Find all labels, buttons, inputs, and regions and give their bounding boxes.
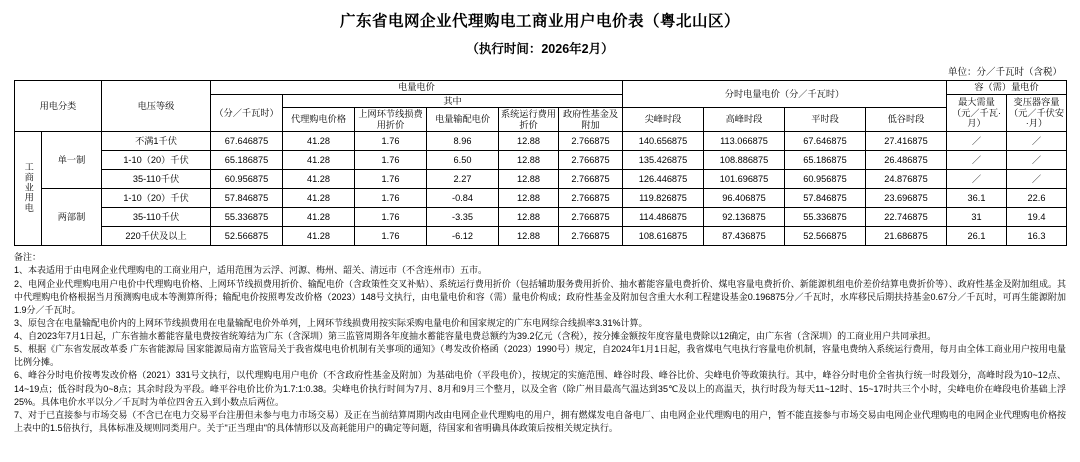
- cell-transformer-capacity: ／: [1007, 132, 1067, 151]
- cell-peak: 113.066875: [704, 132, 785, 151]
- cell-peak: 92.136875: [704, 208, 785, 227]
- cell-flat: 67.646875: [785, 132, 866, 151]
- cell-grid-loss: 1.76: [355, 151, 427, 170]
- note-item: 3、原包含在电量输配电价内的上网环节线损费用在电量输配电价外单列，上网环节线损费用按实际采购电量电价和国家规定的广东电网综合线损率3.31%计算。: [14, 317, 648, 328]
- cell-max-demand: ／: [947, 132, 1007, 151]
- cell-flat: 60.956875: [785, 170, 866, 189]
- cell-transformer-capacity: ／: [1007, 151, 1067, 170]
- header-capacity-group: 容（需）量电价: [947, 81, 1067, 95]
- cell-system-operation: 12.88: [499, 227, 559, 246]
- cell-transmission: -6.12: [427, 227, 499, 246]
- note-item: 4、自2023年7月1日起，广东省抽水蓄能容量电费按省统筹结为广东（含深圳）第三监管周期各年度抽水蓄能容量电费总额约为39.2亿元（含税），按分摊金额按年度容量电费除以12确定，由广东省（含深圳）的工商业用户共同承担。: [14, 331, 937, 342]
- cell-system-operation: 12.88: [499, 132, 559, 151]
- cell-agent-purchase: 41.28: [283, 132, 355, 151]
- cell-transformer-capacity: ／: [1007, 170, 1067, 189]
- header-valley: 低谷时段: [866, 108, 947, 132]
- header-flat: 平时段: [785, 108, 866, 132]
- cell-sharp: 108.616875: [623, 227, 704, 246]
- header-peak: 高峰时段: [704, 108, 785, 132]
- cell-voltage: 220千伏及以上: [102, 227, 211, 246]
- cell-peak: 108.886875: [704, 151, 785, 170]
- header-system-operation: 系统运行费用折价: [499, 108, 559, 132]
- header-agent-purchase: 代理购电价格: [283, 108, 355, 132]
- cell-sharp: 114.486875: [623, 208, 704, 227]
- cell-grid-loss: 1.76: [355, 189, 427, 208]
- header-sharp: 尖峰时段: [623, 108, 704, 132]
- cell-sharp: 126.446875: [623, 170, 704, 189]
- cell-energy-price: 65.186875: [211, 151, 283, 170]
- table-row: [15, 189, 1067, 208]
- unit-note: 单位：分／千瓦时（含税）: [947, 67, 1062, 78]
- group-label-single: 单一制: [42, 132, 102, 189]
- page-subtitle: （执行时间：2026年2月）: [466, 42, 614, 56]
- cell-grid-loss: 1.76: [355, 170, 427, 189]
- note-item: 2、电网企业代理购电用户电价中代理购电价格、上网环节线损费用折价、输配电价（含政策性交叉补贴）、系统运行费用折价（包括辅助服务费用折价、抽水蓄能容量电费折价、煤电容量电费折价、新能源机组电价差价结算电费折价等）、政府性基金及附加组成。其中代理购电价格根据当月预测购电成本等测算所得；输配电价按照粤发改价格（2023）148号文执行，由电量电价和容（需）量电价构成；政府性基金及附加包含重大水利工程建设基金0.196875分／千瓦时，水库移民后期扶持基金0.67分／千瓦时，可再生能源附加1.9分／千瓦时。: [14, 278, 1066, 315]
- cell-valley: 24.876875: [866, 170, 947, 189]
- cell-grid-loss: 1.76: [355, 132, 427, 151]
- header-voltage: 电压等级: [102, 81, 211, 132]
- header-transmission: 电量输配电价: [427, 108, 499, 132]
- cell-sharp: 119.826875: [623, 189, 704, 208]
- cell-gov-fund: 2.766875: [559, 208, 623, 227]
- cell-transformer-capacity: 19.4: [1007, 208, 1067, 227]
- header-grid-loss-fee: 上网环节线损费用折价: [355, 108, 427, 132]
- cell-gov-fund: 2.766875: [559, 170, 623, 189]
- cell-transmission: -3.35: [427, 208, 499, 227]
- table-row: [15, 208, 1067, 227]
- cell-energy-price: 67.646875: [211, 132, 283, 151]
- cell-sharp: 135.426875: [623, 151, 704, 170]
- cell-sharp: 140.656875: [623, 132, 704, 151]
- cell-voltage: 1-10（20）千伏: [102, 189, 211, 208]
- header-category: 用电分类: [15, 81, 102, 132]
- table-row: [15, 151, 1067, 170]
- note-item: 6、峰谷分时电价按粤发改价格（2021）331号文执行，以代理购电用户电价（不含政府性基金及附加）为基础电价（平段电价），按规定的实施范围、峰谷时段、峰谷比价、尖峰电价等政策执行。其中，峰谷分时电价全省执行统一时段划分，高峰时段为10~12点、14~19点；低谷时段为0~8点；其余时段为平段。峰平谷电价比价为1.7:1:0.38。尖峰电价执行时间为7月、8月和9月三个整月，以及全省（除广州目最高气温达到35℃及以上的高温天，执行时段为每天11~12时、15~17时共三个小时，尖峰电价在峰段电价基础上浮25%。具体电价水平以分／千瓦时为单位四舍五入到小数点后两位。: [14, 370, 1066, 407]
- cell-peak: 87.436875: [704, 227, 785, 246]
- cell-system-operation: 12.88: [499, 170, 559, 189]
- cell-voltage: 不满1千伏: [102, 132, 211, 151]
- header-tou-group: 分时电量电价（分／千瓦时）: [623, 81, 947, 108]
- cell-flat: 55.336875: [785, 208, 866, 227]
- cell-grid-loss: 1.76: [355, 208, 427, 227]
- cell-valley: 23.696875: [866, 189, 947, 208]
- cell-transformer-capacity: 16.3: [1007, 227, 1067, 246]
- cell-flat: 52.566875: [785, 227, 866, 246]
- cell-peak: 96.406875: [704, 189, 785, 208]
- cell-peak: 101.696875: [704, 170, 785, 189]
- page-title: 广东省电网企业代理购电工商业用户电价表（粤北山区）: [339, 13, 740, 30]
- cell-system-operation: 12.88: [499, 189, 559, 208]
- cell-transmission: 6.50: [427, 151, 499, 170]
- header-gov-fund: 政府性基金及附加: [559, 108, 623, 132]
- cell-gov-fund: 2.766875: [559, 132, 623, 151]
- note-item: 5、根据《广东省发展改革委 广东省能源局 国家能源局南方监管局关于我省煤电电价机制有关事项的通知》（粤发改价格函（2023）1990号）规定，自2024年1月1日起，我省煤电气电执行容量电价机制，容量电费纳入系统运行费用，每月由全体工商业用户按用电量比例分摊。: [14, 344, 1066, 368]
- group-label-two-part: 两部制: [42, 189, 102, 246]
- cell-transformer-capacity: 22.6: [1007, 189, 1067, 208]
- cell-gov-fund: 2.766875: [559, 227, 623, 246]
- cell-energy-price: 55.336875: [211, 208, 283, 227]
- cell-system-operation: 12.88: [499, 151, 559, 170]
- cell-agent-purchase: 41.28: [283, 208, 355, 227]
- table-row: [15, 170, 1067, 189]
- cell-max-demand: ／: [947, 170, 1007, 189]
- cell-valley: 21.686875: [866, 227, 947, 246]
- cell-transmission: 8.96: [427, 132, 499, 151]
- cell-valley: 26.486875: [866, 151, 947, 170]
- cell-gov-fund: 2.766875: [559, 189, 623, 208]
- cell-gov-fund: 2.766875: [559, 151, 623, 170]
- cell-transmission: -0.84: [427, 189, 499, 208]
- category-cell: 工商业用电: [15, 132, 42, 246]
- cell-max-demand: 31: [947, 208, 1007, 227]
- cell-transmission: 2.27: [427, 170, 499, 189]
- cell-grid-loss: 1.76: [355, 227, 427, 246]
- note-item: 1、本表适用于由电网企业代理购电的工商业用户，适用范围为云浮、河源、梅州、韶关、清远市（不含连州市）五市。: [14, 265, 488, 276]
- cell-voltage: 1-10（20）千伏: [102, 151, 211, 170]
- document-page: [0, 9, 1080, 462]
- cell-max-demand: 36.1: [947, 189, 1007, 208]
- cell-max-demand: ／: [947, 151, 1007, 170]
- cell-max-demand: 26.1: [947, 227, 1007, 246]
- cell-energy-price: 60.956875: [211, 170, 283, 189]
- cell-valley: 27.416875: [866, 132, 947, 151]
- notes-section: [14, 251, 1066, 435]
- cell-system-operation: 12.88: [499, 208, 559, 227]
- cell-agent-purchase: 41.28: [283, 151, 355, 170]
- cell-flat: 65.186875: [785, 151, 866, 170]
- price-table: [14, 80, 1067, 246]
- table-row: [15, 227, 1067, 246]
- note-item: 7、对于已直接参与市场交易（不含已在电力交易平台注册但未参与电力市场交易）及正在当前结算周期内改由电网企业代理购电的用户，拥有燃煤发电自备电厂、由电网企业代理购电的用户，暂不能直接参与市场交易由电网企业代理购电的电网企业代理购电价格按上表中的1.5倍执行，具体标准及规则同类用户。关于"正当理由"的具体情形以及高耗能用户的确定等问题，待国家和省明确具体政策后按相关规定执行。: [14, 409, 1066, 433]
- header-energy-price: （分／千瓦时）: [211, 94, 283, 132]
- cell-energy-price: 52.566875: [211, 227, 283, 246]
- cell-valley: 22.746875: [866, 208, 947, 227]
- cell-energy-price: 57.846875: [211, 189, 283, 208]
- cell-agent-purchase: 41.28: [283, 170, 355, 189]
- cell-agent-purchase: 41.28: [283, 227, 355, 246]
- header-transformer-capacity: 变压器容量 （元／千伏安·月）: [1007, 94, 1067, 132]
- cell-voltage: 35-110千伏: [102, 208, 211, 227]
- cell-agent-purchase: 41.28: [283, 189, 355, 208]
- cell-flat: 57.846875: [785, 189, 866, 208]
- cell-voltage: 35-110千伏: [102, 170, 211, 189]
- header-max-demand: 最大需量 （元／千瓦·月）: [947, 94, 1007, 132]
- notes-title: 备注：: [14, 252, 42, 263]
- header-energy-price-group: 电量电价: [211, 81, 623, 95]
- header-among-which: 其中: [283, 94, 623, 108]
- table-row: [15, 132, 1067, 151]
